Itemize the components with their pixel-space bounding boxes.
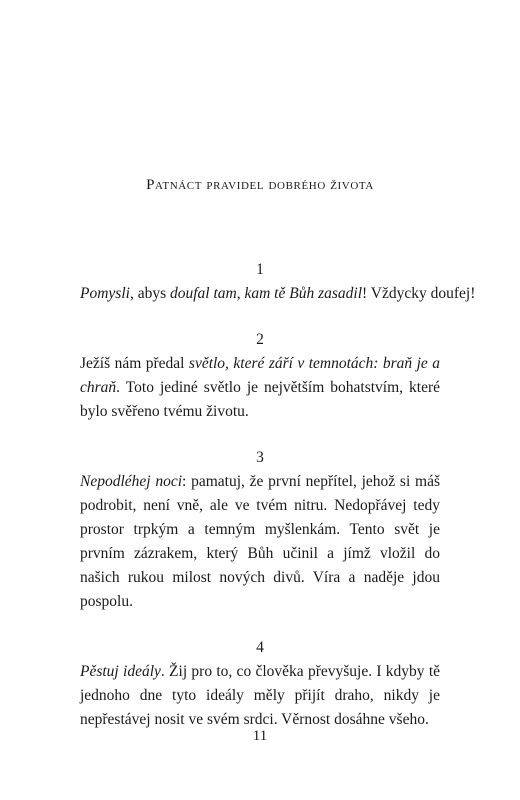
rule-segment: ! Vždycky doufej! [362, 285, 476, 302]
rule-segment: . Toto jediné světlo je největším bohatstvím, které bylo svěřeno tvému životu. [80, 379, 440, 420]
rule-item [80, 446, 440, 614]
rule-segment: : pamatuj, že první nepřítel, jehož si máš podrobit, není vně, ale ve tvém nitru. Nedopřávej tedy prostor trpkým a temným myšlenkám. Tento svět je prvním zázrakem, který Bůh učinil a jímž vložil do našich rukou milost nových divů. Víra a naděje jdou pospolu. [80, 473, 440, 610]
chapter-title: Patnáct pravidel dobrého života [146, 177, 374, 193]
rule-item [80, 636, 440, 732]
rule-item [80, 328, 440, 424]
rule-segment: Ježíš nám předal [80, 355, 189, 372]
rule-text [80, 660, 440, 732]
rule-segment: , abys [129, 285, 170, 302]
rule-text [80, 282, 476, 306]
rules-list [80, 258, 476, 754]
rule-number: 3 [256, 449, 264, 466]
rule-segment: Nepodléhej noci [80, 473, 183, 490]
rule-item [80, 258, 476, 306]
rule-text [80, 352, 440, 424]
rule-number: 2 [256, 331, 264, 348]
rule-segment: světlo, které září v temnotách: braň je a chraň [80, 355, 441, 396]
rule-segment: . Žij pro to, co člověka převyšuje. I kdyby tě jednoho dne tyto ideály měly přijít draho, nikdy je nepřestávej nosit ve svém srdci. Věrnost dosáhne všeho. [80, 663, 441, 728]
rule-number: 1 [256, 261, 264, 278]
rule-segment: Pěstuj ideály [80, 663, 161, 680]
rule-segment: doufal tam, kam tě Bůh zasadil [169, 285, 363, 302]
rule-number: 4 [256, 639, 264, 656]
rule-segment: Pomysli [80, 285, 130, 302]
page-number: 11 [252, 728, 268, 744]
rule-text [80, 470, 440, 614]
